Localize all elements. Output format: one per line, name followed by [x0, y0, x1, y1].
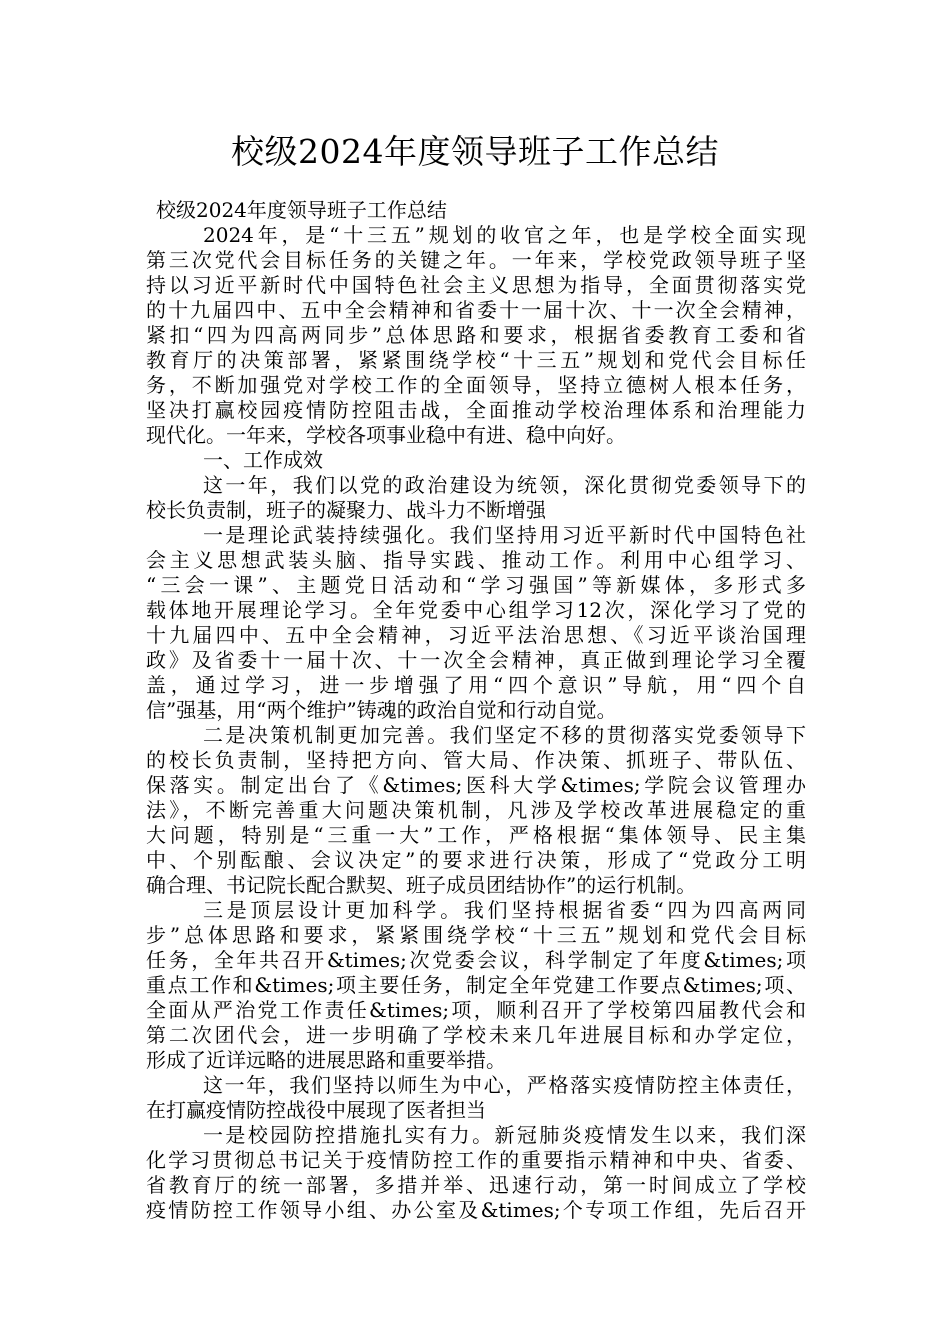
text-line: 政》及省委十一届十次、十一次全会精神，真正做到理论学习全覆 [146, 648, 806, 672]
text-line: 紧扣“四为四高两同步”总体思路和要求，根据省委教育工委和省 [146, 323, 806, 347]
text-line: 一是理论武装持续强化。我们坚持用习近平新时代中国特色社 [203, 523, 806, 547]
text-line: 在打赢疫情防控战役中展现了医者担当 [146, 1098, 486, 1122]
document-body [146, 198, 806, 1223]
text-line: 疫情防控工作领导小组、办公室及&times;个专项工作组，先后召开 [146, 1198, 806, 1222]
text-line: 二是决策机制更加完善。我们坚定不移的贯彻落实党委领导下 [203, 723, 806, 747]
text-line: 步”总体思路和要求，紧紧围绕学校“十三五”规划和党代会目标 [146, 923, 806, 947]
text-line: 第三次党代会目标任务的关键之年。一年来，学校党政领导班子坚 [146, 248, 806, 272]
text-line: 会主义思想武装头脑、指导实践、推动工作。利用中心组学习、 [146, 548, 806, 572]
text-line: 务，不断加强党对学校工作的全面领导，坚持立德树人根本任务， [146, 373, 806, 397]
text-line: 中、个别酝酿、会议决定”的要求进行决策，形成了“党政分工明 [146, 848, 806, 872]
text-line: 持以习近平新时代中国特色社会主义思想为指导，全面贯彻落实党 [146, 273, 806, 297]
text-line: 任务，全年共召开&times;次党委会议，科学制定了年度&times;项 [146, 948, 806, 972]
text-line: 这一年，我们坚持以师生为中心，严格落实疫情防控主体责任， [203, 1073, 806, 1097]
document-title: 校级2024年度领导班子工作总结 [231, 132, 719, 171]
text-line: 载体地开展理论学习。全年党委中心组学习12次，深化学习了党的 [146, 598, 806, 622]
text-line: 全面从严治党工作责任&times;项，顺利召开了学校第四届教代会和 [146, 998, 806, 1022]
paragraph-lines [146, 223, 806, 1223]
text-line: 校长负责制，班子的凝聚力、战斗力不断增强 [146, 498, 546, 522]
text-line: 盖，通过学习，进一步增强了用“四个意识”导航，用“四个自 [146, 673, 806, 697]
text-line: 保落实。制定出台了《&times;医科大学&times;学院会议管理办 [146, 773, 806, 797]
text-line: 三是顶层设计更加科学。我们坚持根据省委“四为四高两同 [203, 898, 806, 922]
text-line: 十九届四中、五中全会精神，习近平法治思想、《习近平谈治国理 [146, 623, 806, 647]
text-line: 第二次团代会，进一步明确了学校未来几年进展目标和办学定位， [146, 1023, 806, 1047]
text-line: 化学习贯彻总书记关于疫情防控工作的重要指示精神和中央、省委、 [146, 1148, 806, 1172]
text-line: 大问题，特别是“三重一大”工作，严格根据“集体领导、民主集 [146, 823, 806, 847]
text-line: 的校长负责制，坚持把方向、管大局、作决策、抓班子、带队伍、 [146, 748, 806, 772]
text-line: 的十九届四中、五中全会精神和省委十一届十次、十一次全会精神， [146, 298, 806, 322]
text-line: 省教育厅的统一部署，多措并举、迅速行动，第一时间成立了学校 [146, 1173, 806, 1197]
text-line: “三会一课”、主题党日活动和“学习强国”等新媒体，多形式多 [146, 573, 806, 597]
text-line: 教育厅的决策部署，紧紧围绕学校“十三五”规划和党代会目标任 [146, 348, 806, 372]
text-line: 形成了近详远略的进展思路和重要举措。 [146, 1048, 506, 1072]
text-line: 信”强基，用“两个维护”铸魂的政治自觉和行动自觉。 [146, 698, 617, 722]
text-line: 坚决打赢校园疫情防控阻击战，全面推动学校治理体系和治理能力 [146, 398, 806, 422]
document-subtitle: 校级2024年度领导班子工作总结 [156, 198, 447, 222]
text-line: 这一年，我们以党的政治建设为统领，深化贯彻党委领导下的 [203, 473, 806, 497]
text-line: 现代化。一年来，学校各项事业稳中有进、稳中向好。 [146, 423, 626, 447]
text-line: 重点工作和&times;项主要任务，制定全年党建工作要点&times;项、 [146, 973, 806, 997]
text-line: 一、工作成效 [203, 448, 323, 472]
text-line: 一是校园防控措施扎实有力。新冠肺炎疫情发生以来，我们深 [203, 1123, 806, 1147]
text-line: 法》，不断完善重大问题决策机制，凡涉及学校改革进展稳定的重 [146, 798, 806, 822]
text-line: 2024年，是“十三五”规划的收官之年，也是学校全面实现 [203, 223, 806, 247]
text-line: 确合理、书记院长配合默契、班子成员团结协作”的运行机制。 [146, 873, 697, 897]
